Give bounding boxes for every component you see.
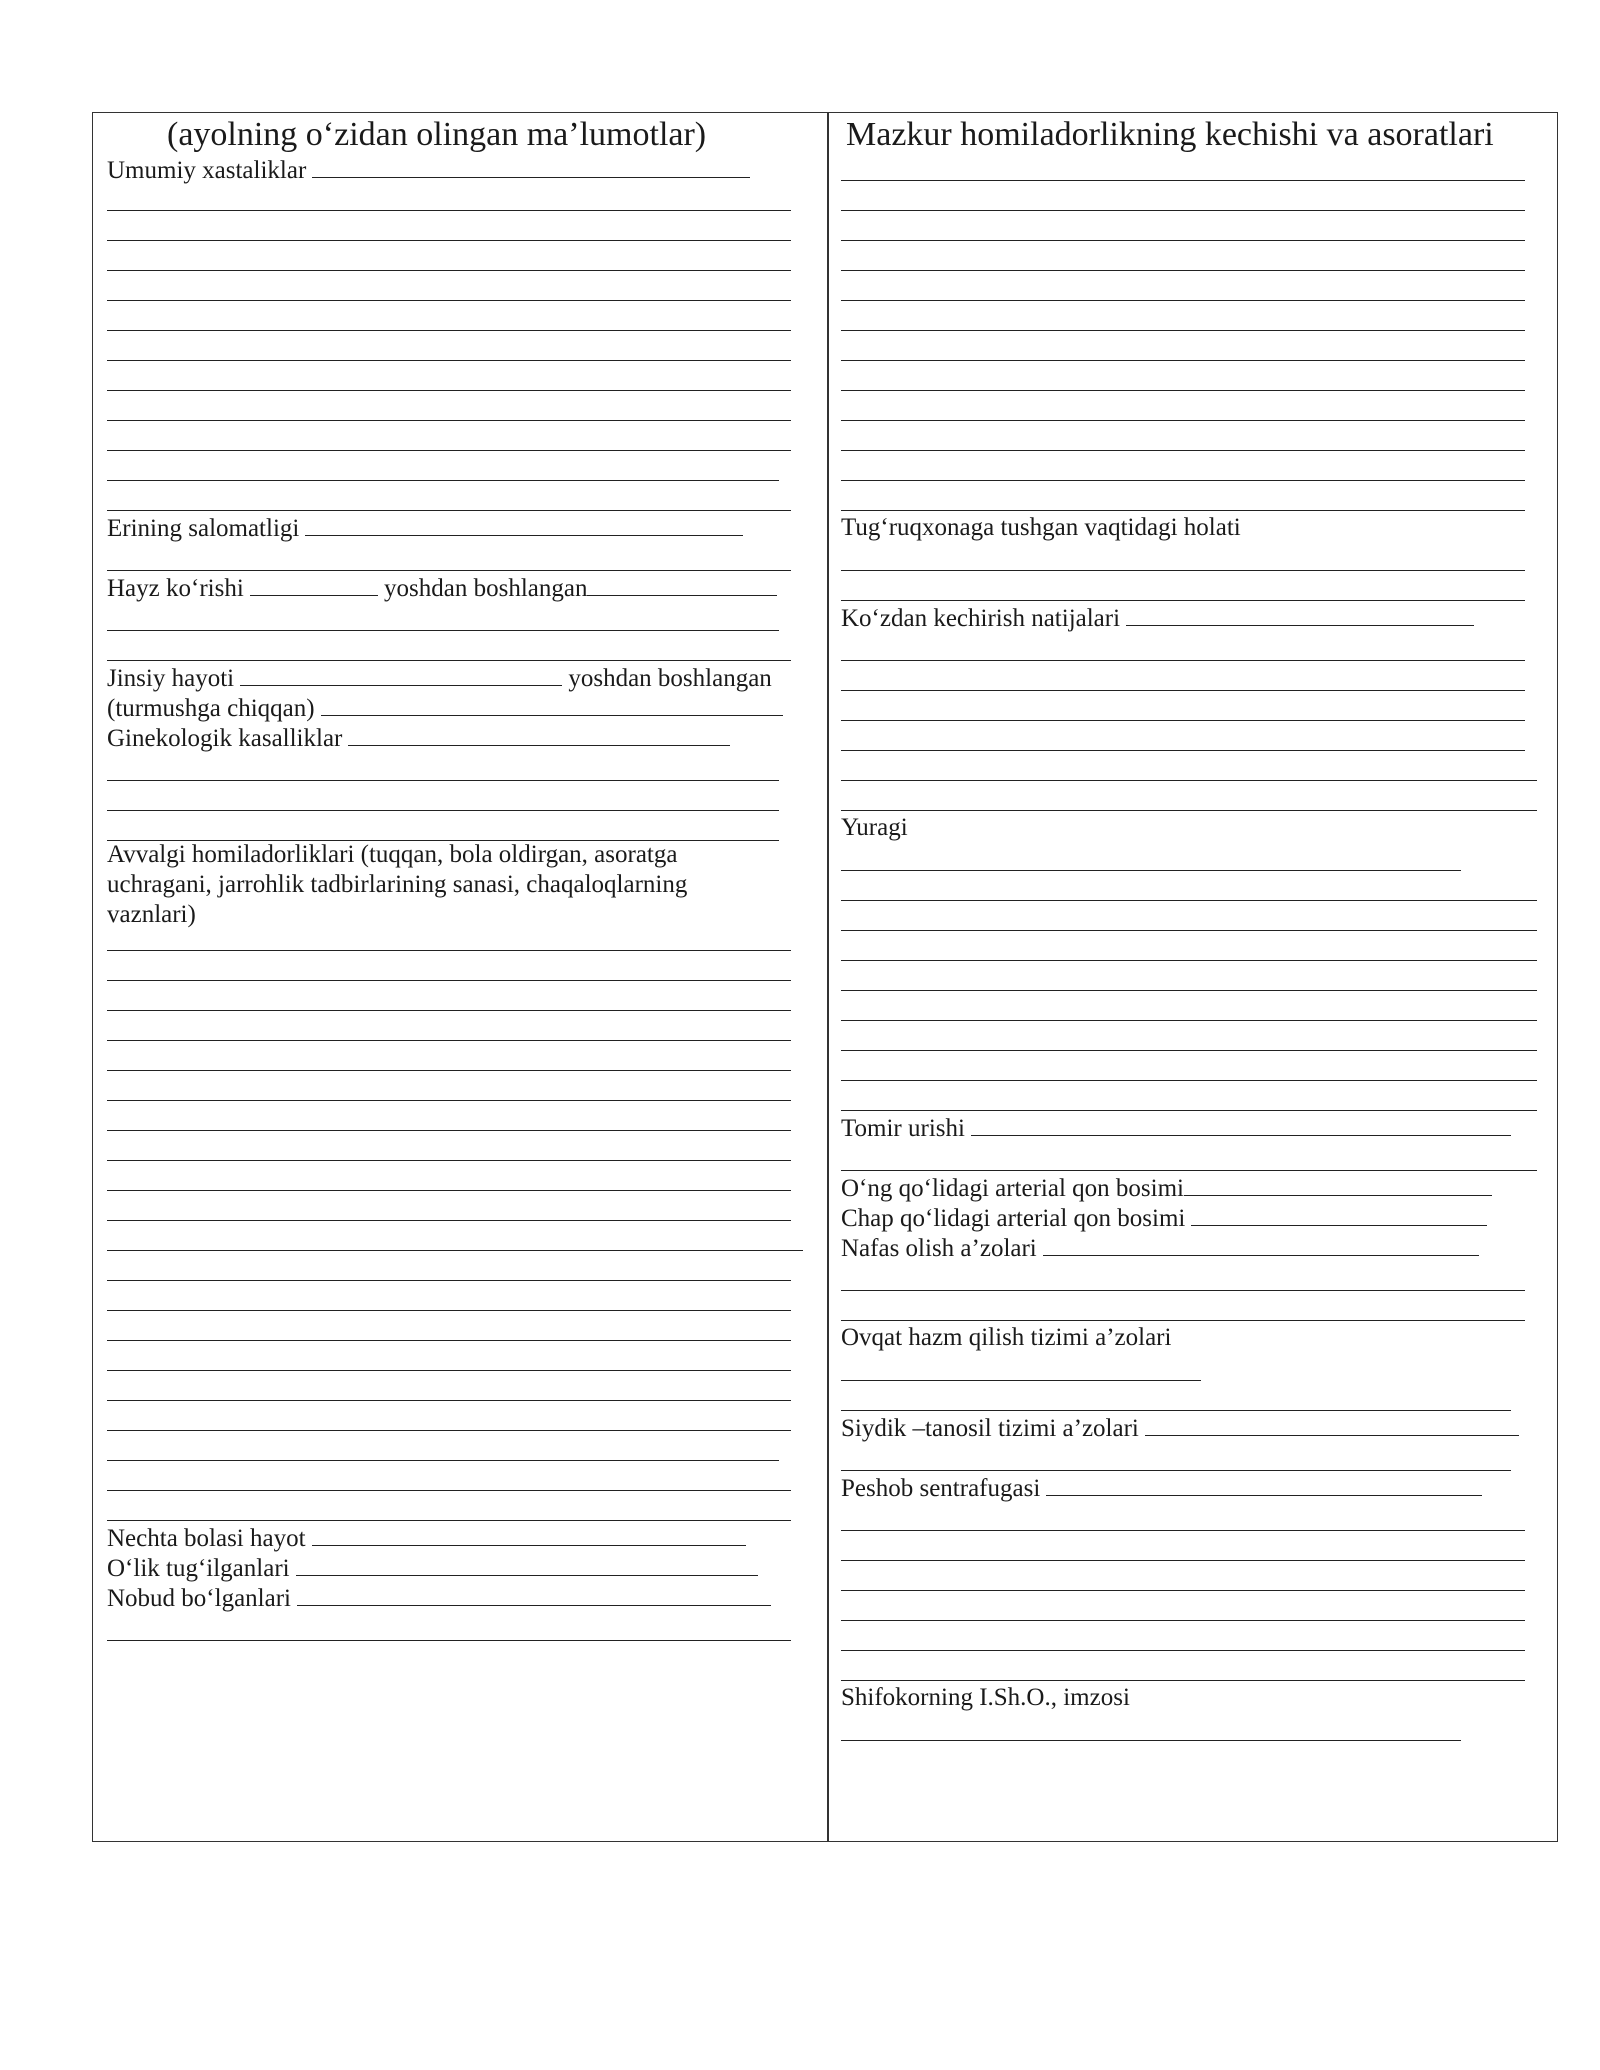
answer-line[interactable] (841, 390, 1525, 391)
answer-line[interactable] (841, 1590, 1525, 1591)
answer-line[interactable] (841, 780, 1537, 781)
married-row (107, 693, 783, 724)
examination-field[interactable] (1126, 603, 1474, 626)
signature-line[interactable] (841, 1740, 1461, 1741)
answer-line[interactable] (841, 1050, 1537, 1051)
deceased-field[interactable] (297, 1583, 771, 1606)
menstruation-label: Hayz ko‘rishi (107, 575, 244, 602)
husband-health-field[interactable] (305, 513, 743, 536)
answer-line[interactable] (841, 990, 1537, 991)
answer-line[interactable] (107, 1340, 791, 1341)
answer-line[interactable] (841, 1170, 1537, 1171)
stillbirths-field[interactable] (296, 1553, 758, 1576)
answer-line[interactable] (841, 1530, 1525, 1531)
answer-line[interactable] (107, 1160, 791, 1161)
pulse-row (841, 1113, 1511, 1144)
answer-line[interactable] (841, 750, 1525, 751)
answer-line[interactable] (841, 1620, 1525, 1621)
answer-line[interactable] (841, 480, 1525, 481)
respiratory-row (841, 1233, 1479, 1264)
answer-line[interactable] (841, 180, 1525, 181)
deceased-row (107, 1583, 771, 1614)
answer-line[interactable] (841, 330, 1525, 331)
answer-line[interactable] (841, 930, 1537, 931)
pulse-label: Tomir urishi (841, 1115, 965, 1142)
right-arm-bp-row (841, 1173, 1492, 1204)
menstruation-extra-field[interactable] (587, 573, 777, 596)
answer-line[interactable] (107, 1640, 791, 1641)
sexual-life-label: Jinsiy hayoti (107, 665, 235, 692)
gynecological-label: Ginekologik kasalliklar (107, 725, 343, 752)
pulse-field[interactable] (971, 1113, 1511, 1136)
answer-line[interactable] (841, 600, 1525, 601)
answer-line[interactable] (107, 300, 791, 301)
answer-line[interactable] (841, 1290, 1525, 1291)
left-arm-bp-row (841, 1203, 1487, 1234)
examination-label: Ko‘zdan kechirish natijalari (841, 605, 1121, 632)
answer-line[interactable] (107, 1010, 791, 1011)
answer-line[interactable] (841, 270, 1525, 271)
answer-line[interactable] (841, 960, 1537, 961)
answer-line[interactable] (107, 660, 791, 661)
answer-line[interactable] (107, 780, 779, 781)
stillbirths-label: O‘lik tug‘ilganlari (107, 1555, 290, 1582)
answer-line[interactable] (107, 1040, 791, 1041)
urogenital-row (841, 1413, 1519, 1444)
living-children-label: Nechta bolasi hayot (107, 1525, 306, 1552)
general-diseases-label: Umumiy xastaliklar (107, 157, 307, 184)
answer-line[interactable] (107, 630, 779, 631)
answer-line[interactable] (841, 1320, 1525, 1321)
answer-line[interactable] (841, 1110, 1537, 1111)
answer-line[interactable] (107, 1430, 791, 1431)
answer-line[interactable] (107, 450, 791, 451)
form-frame (92, 112, 1558, 1842)
respiratory-label: Nafas olish a’zolari (841, 1235, 1037, 1262)
answer-line[interactable] (841, 900, 1537, 901)
previous-pregnancies-label: Avvalgi homiladorliklari (tuqqan, bola oldirgan, asoratga uchragani, jarrohlik tadbirlarining sanasi, chaqaloqlarning vaznlari) (107, 841, 688, 928)
answer-line[interactable] (841, 690, 1525, 691)
answer-line[interactable] (107, 420, 791, 421)
heart-label: Yuragi (841, 814, 908, 841)
answer-line[interactable] (107, 1280, 791, 1281)
right-arm-bp-label: O‘ng qo‘lidagi arterial qon bosimi (841, 1175, 1184, 1202)
gynecological-row (107, 723, 730, 754)
doctor-signature-label: Shifokorning I.Sh.O., imzosi (841, 1684, 1130, 1711)
answer-line[interactable] (107, 1400, 791, 1401)
answer-line[interactable] (841, 810, 1537, 811)
right-arm-bp-field[interactable] (1184, 1173, 1492, 1196)
stillbirths-row (107, 1553, 758, 1584)
urine-centrifuge-field[interactable] (1046, 1473, 1482, 1496)
urogenital-label: Siydik –tanosil tizimi a’zolari (841, 1415, 1139, 1442)
answer-line[interactable] (107, 950, 791, 951)
answer-line[interactable] (107, 1100, 791, 1101)
column-divider (827, 113, 829, 1841)
answer-line[interactable] (107, 330, 791, 331)
answer-line[interactable] (841, 420, 1525, 421)
menstruation-age-suffix: yoshdan boshlangan (384, 575, 588, 602)
answer-line[interactable] (107, 570, 791, 571)
left-arm-bp-label: Chap qo‘lidagi arterial qon bosimi (841, 1205, 1186, 1232)
general-diseases-row (107, 155, 750, 186)
answer-line[interactable] (107, 1190, 791, 1191)
answer-line[interactable] (841, 240, 1525, 241)
answer-line[interactable] (107, 810, 779, 811)
menstruation-row (107, 573, 777, 604)
answer-line[interactable] (841, 360, 1525, 361)
answer-line[interactable] (107, 240, 791, 241)
examination-row (841, 603, 1474, 634)
urine-centrifuge-label: Peshob sentrafugasi (841, 1475, 1041, 1502)
husband-health-label: Erining salomatligi (107, 515, 300, 542)
answer-line[interactable] (107, 1490, 791, 1491)
answer-line[interactable] (841, 660, 1525, 661)
answer-line[interactable] (841, 1560, 1525, 1561)
answer-line[interactable] (841, 1680, 1525, 1681)
answer-line[interactable] (841, 1650, 1525, 1651)
answer-line[interactable] (107, 1070, 791, 1071)
answer-line[interactable] (841, 870, 1461, 871)
married-label: (turmushga chiqqan) (107, 695, 315, 722)
answer-line[interactable] (107, 390, 791, 391)
answer-line[interactable] (841, 450, 1525, 451)
admission-state-label: Tug‘ruqxonaga tushgan vaqtidagi holati (841, 514, 1241, 541)
answer-line[interactable] (107, 980, 791, 981)
digestive-label: Ovqat hazm qilish tizimi a’zolari (841, 1324, 1172, 1351)
answer-line[interactable] (107, 1370, 791, 1371)
answer-line[interactable] (841, 720, 1525, 721)
answer-line[interactable] (107, 1460, 779, 1461)
left-column-title: (ayolning o‘zidan olingan ma’lumotlar) (167, 116, 707, 153)
answer-line[interactable] (841, 1080, 1537, 1081)
sexual-life-age-field[interactable] (240, 663, 562, 686)
answer-line[interactable] (107, 510, 791, 511)
living-children-row (107, 1523, 746, 1554)
answer-line[interactable] (107, 1310, 791, 1311)
menstruation-age-field[interactable] (250, 573, 378, 596)
left-arm-bp-field[interactable] (1191, 1203, 1487, 1226)
answer-line[interactable] (841, 1020, 1537, 1021)
answer-line[interactable] (107, 480, 779, 481)
answer-line[interactable] (107, 270, 791, 271)
answer-line[interactable] (841, 300, 1525, 301)
husband-health-row (107, 513, 743, 544)
gynecological-field[interactable] (348, 723, 730, 746)
general-diseases-field[interactable] (312, 155, 750, 178)
answer-line[interactable] (107, 210, 791, 211)
answer-line[interactable] (841, 1470, 1511, 1471)
answer-line[interactable] (841, 1380, 1201, 1381)
married-field[interactable] (321, 693, 783, 716)
right-column-title: Mazkur homiladorlikning kechishi va asoratlari (846, 116, 1494, 153)
answer-line[interactable] (841, 1410, 1511, 1411)
sexual-life-age-suffix: yoshdan boshlangan (568, 665, 772, 692)
answer-line[interactable] (107, 1520, 791, 1521)
answer-line[interactable] (841, 210, 1525, 211)
respiratory-field[interactable] (1043, 1233, 1479, 1256)
living-children-field[interactable] (312, 1523, 746, 1546)
answer-line[interactable] (107, 1130, 791, 1131)
answer-line[interactable] (841, 510, 1525, 511)
sexual-life-row (107, 663, 772, 694)
answer-line[interactable] (107, 1250, 803, 1251)
answer-line[interactable] (107, 1220, 791, 1221)
deceased-label: Nobud bo‘lganlari (107, 1585, 291, 1612)
urine-centrifuge-row (841, 1473, 1482, 1504)
urogenital-field[interactable] (1145, 1413, 1519, 1436)
answer-line[interactable] (107, 360, 791, 361)
answer-line[interactable] (841, 570, 1525, 571)
